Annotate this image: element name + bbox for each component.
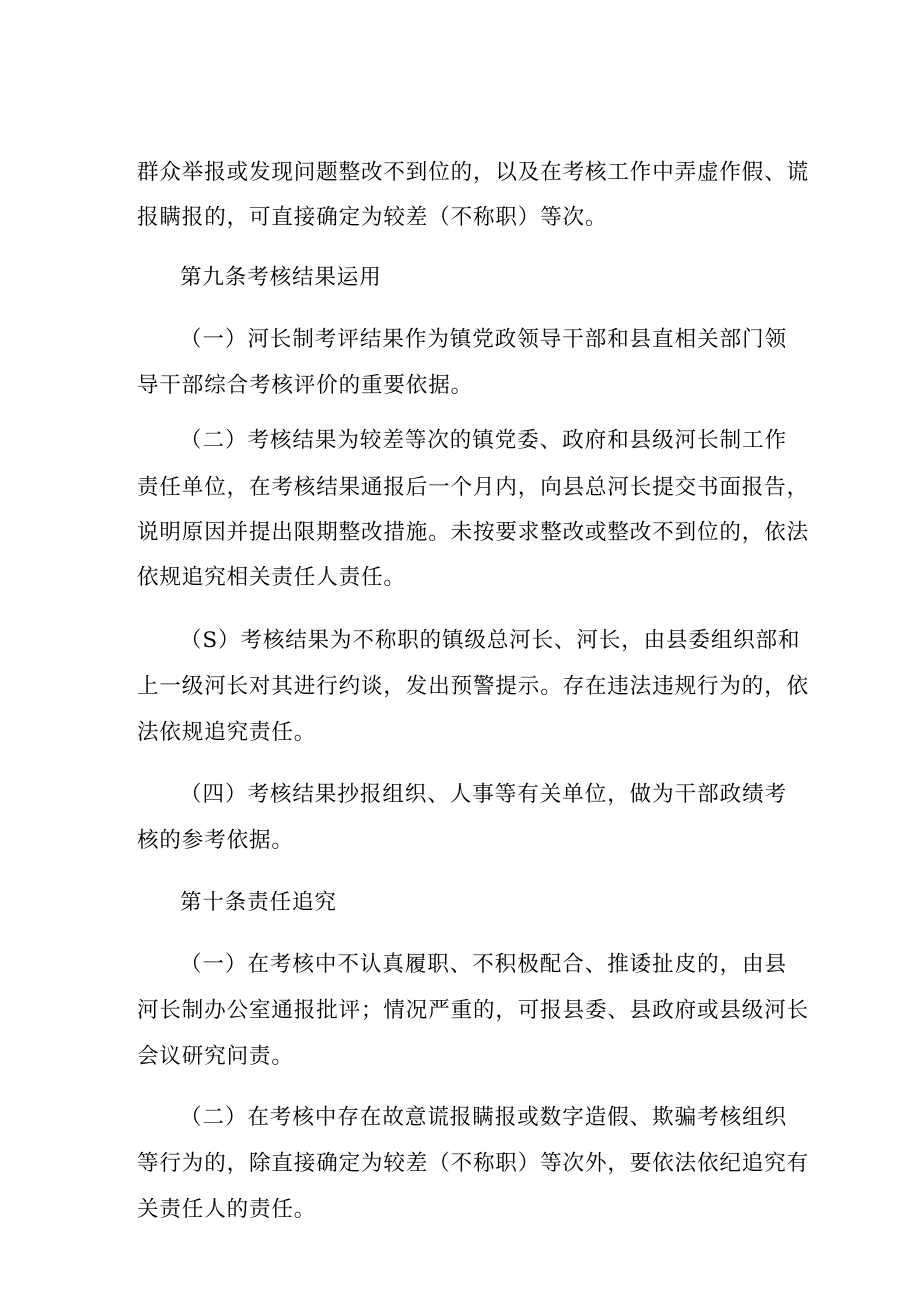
text-line: 说明原因并提出限期整改措施。未按要求整改或整改不到位的，依法: [137, 520, 810, 545]
heading-line: 第九条考核结果运用: [180, 265, 382, 290]
text-line: 群众举报或发现问题整改不到位的，以及在考核工作中弄虚作假、谎: [137, 160, 810, 185]
text-line: 河长制办公室通报批评；情况严重的，可报县委、县政府或县级河长: [137, 998, 810, 1023]
text-line: 上一级河长对其进行约谈，发出预警提示。存在违法违规行为的，依: [137, 674, 810, 699]
text-line: 关责任人的责任。: [137, 1197, 317, 1222]
heading-line: 第十条责任追究: [180, 890, 337, 915]
text-line: 等行为的，除直接确定为较差（不称职）等次外，要依法依纪追究有: [137, 1151, 810, 1176]
text-line: （二）在考核中存在故意谎报瞒报或数字造假、欺骗考核组织: [180, 1105, 787, 1130]
text-line: 会议研究问责。: [137, 1044, 294, 1069]
text-line: 报瞒报的，可直接确定为较差（不称职）等次。: [137, 205, 608, 230]
text-line: 核的参考依据。: [137, 828, 294, 853]
text-line: 依规追究相关责任人责任。: [137, 565, 406, 590]
text-line: 责任单位，在考核结果通报后一个月内，向县总河长提交书面报告，: [137, 475, 810, 500]
text-line: 法依规追究责任。: [137, 720, 317, 745]
text-line: （S）考核结果为不称职的镇级总河长、河长，由县委组织部和: [180, 628, 801, 653]
text-line: 导干部综合考核评价的重要依据。: [137, 373, 474, 398]
text-line: （一）在考核中不认真履职、不积极配合、推诿扯皮的，由县: [180, 952, 787, 977]
text-line: （四）考核结果抄报组织、人事等有关单位，做为干部政绩考: [180, 782, 787, 807]
text-line: （一）河长制考评结果作为镇党政领导干部和县直相关部门领: [180, 327, 787, 352]
text-line: （二）考核结果为较差等次的镇党委、政府和县级河长制工作: [180, 428, 787, 453]
